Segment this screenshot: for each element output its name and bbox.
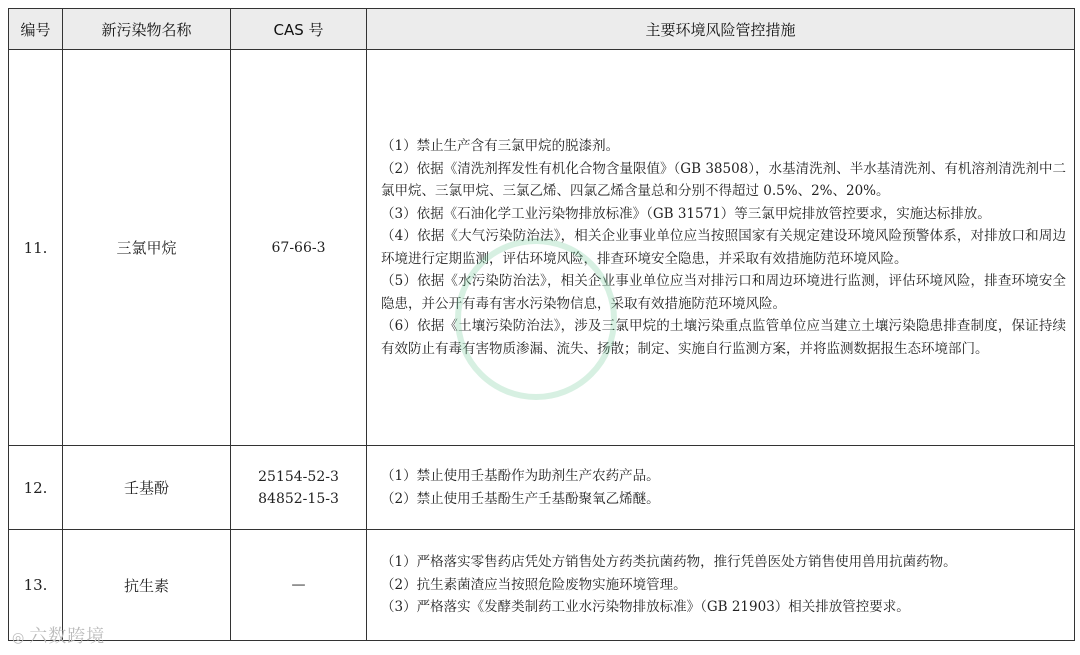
measure-item: （3）依据《石油化学工业污染物排放标准》（GB 31571）等三氯甲烷排放管控要求，实施达标排放。 bbox=[381, 205, 991, 222]
measure-item: （1）严格落实零售药店凭处方销售处方药类抗菌药物，推行凭兽医处方销售使用兽用抗菌药物。 bbox=[381, 554, 957, 571]
watermark-text: 六数跨境 bbox=[29, 626, 106, 647]
table-row bbox=[9, 446, 1075, 530]
source-watermark bbox=[12, 622, 105, 648]
header-no: 编号 bbox=[9, 9, 63, 50]
measure-item: （3）严格落实《发酵类制药工业水污染物排放标准》（GB 21903）相关排放管控要求。 bbox=[381, 599, 910, 616]
header-name: 新污染物名称 bbox=[63, 9, 231, 50]
cas-number bbox=[231, 50, 367, 446]
header-cas: CAS 号 bbox=[231, 9, 367, 50]
pollutant-measures-table bbox=[8, 8, 1075, 641]
table-row bbox=[9, 50, 1075, 446]
measure-item: （5）依据《水污染防治法》，相关企业事业单位应当对排污口和周边环境进行监测，评估环境风险，排查环境安全隐患，并公开有毒有害水污染物信息，采取有效措施防范环境风险。 bbox=[381, 273, 1066, 312]
measure-item: （2）禁止使用壬基酚生产壬基酚聚氧乙烯醚。 bbox=[381, 490, 660, 507]
cas-number bbox=[231, 446, 367, 530]
pollutant-name: 壬基酚 bbox=[63, 446, 231, 530]
row-no: 13. bbox=[9, 530, 63, 641]
measure-item: （2）依据《清洗剂挥发性有机化合物含量限值》（GB 38508），水基清洗剂、半水基清洗剂、有机溶剂清洗剂中二氯甲烷、三氯甲烷、三氯乙烯、四氯乙烯含量总和分别不得超过 0.5%、2%、20%。 bbox=[381, 160, 1066, 199]
pollutant-name: 抗生素 bbox=[63, 530, 231, 641]
measure-item: （6）依据《土壤污染防治法》，涉及三氯甲烷的土壤污染重点监管单位应当建立土壤污染隐患排查制度，保证持续有效防止有毒有害物质渗漏、流失、扬散；制定、实施自行监测方案，并将监测数据报生态环境部门。 bbox=[381, 318, 1066, 357]
weibo-logo-icon: ◎ bbox=[12, 630, 26, 646]
measures-cell bbox=[367, 530, 1075, 641]
cas-value: 67-66-3 bbox=[271, 239, 326, 256]
pollutant-name: 三氯甲烷 bbox=[63, 50, 231, 446]
row-no: 11. bbox=[9, 50, 63, 446]
cas-value: 84852-15-3 bbox=[258, 490, 339, 507]
measure-item: （2）抗生素菌渣应当按照危险废物实施环境管理。 bbox=[381, 576, 687, 593]
table-row bbox=[9, 530, 1075, 641]
header-measures: 主要环境风险管控措施 bbox=[367, 9, 1075, 50]
measures-cell bbox=[367, 50, 1075, 446]
measure-item: （1）禁止生产含有三氯甲烷的脱漆剂。 bbox=[381, 138, 620, 154]
measures-cell bbox=[367, 446, 1075, 530]
measure-item: （4）依据《大气污染防治法》，相关企业事业单位应当按照国家有关规定建设环境风险预警体系，对排放口和周边环境进行定期监测，评估环境风险，排查环境安全隐患，并采取有效措施防范环境风险。 bbox=[381, 228, 1066, 267]
row-no: 12. bbox=[9, 446, 63, 530]
cas-value: — bbox=[291, 577, 306, 593]
table-header-row bbox=[9, 9, 1075, 50]
cas-value: 25154-52-3 bbox=[258, 468, 339, 485]
measure-item: （1）禁止使用壬基酚作为助剂生产农药产品。 bbox=[381, 468, 660, 484]
cas-number bbox=[231, 530, 367, 641]
